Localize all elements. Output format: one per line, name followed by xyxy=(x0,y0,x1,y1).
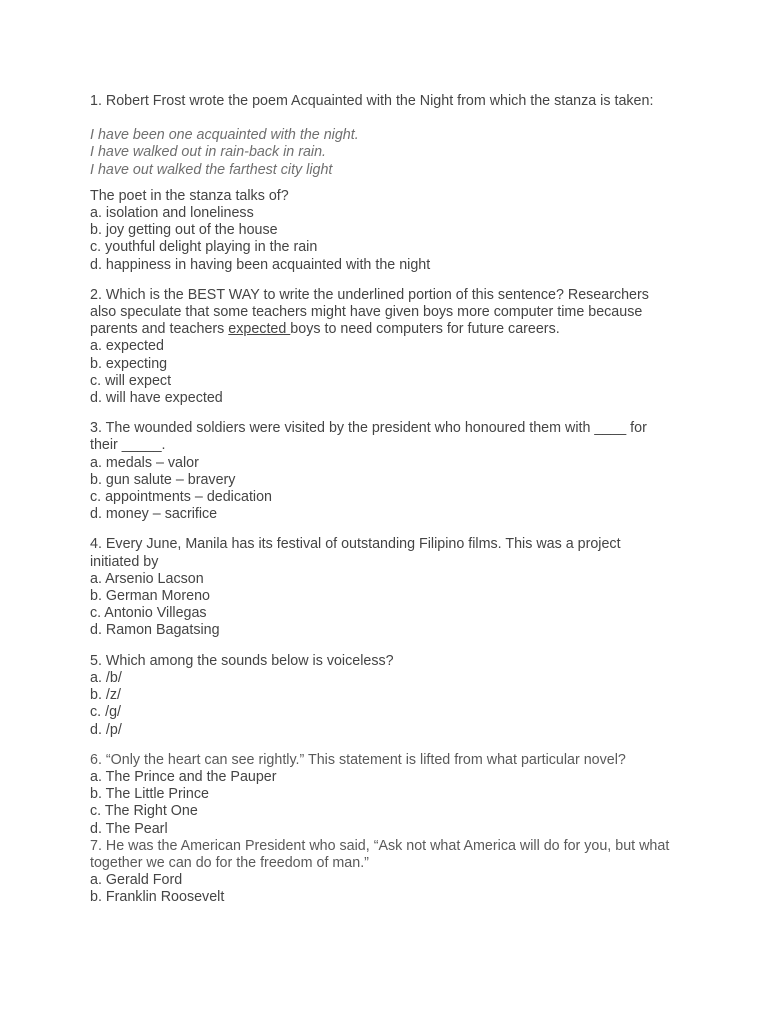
option-c: c. Antonio Villegas xyxy=(90,605,207,622)
question-1-text: The poet in the stanza talks of? xyxy=(90,187,289,204)
option-b: b. joy getting out of the house xyxy=(90,222,278,239)
stanza-line: I have out walked the farthest city light xyxy=(90,161,333,178)
question-2-prompt-line xyxy=(90,321,690,338)
option-b: b. /z/ xyxy=(90,687,121,704)
question-6-prompt: 6. “Only the heart can see rightly.” This statement is lifted from what particular novel? xyxy=(90,751,626,768)
question-1-prompt: 1. Robert Frost wrote the poem Acquainted with the Night from which the stanza is taken: xyxy=(90,93,654,109)
option-a: a. The Prince and the Pauper xyxy=(90,768,277,785)
option-a: a. expected xyxy=(90,338,164,355)
option-a: a. medals – valor xyxy=(90,454,199,471)
question-5-prompt: 5. Which among the sounds below is voiceless? xyxy=(90,652,394,669)
question-2-prompt-line: also speculate that some teachers might have given boys more computer time because xyxy=(90,304,643,321)
question-5 xyxy=(90,653,690,739)
option-c: c. youthful delight playing in the rain xyxy=(90,239,318,256)
question-3 xyxy=(90,420,690,523)
option-b: b. Franklin Roosevelt xyxy=(90,889,225,906)
option-d: d. The Pearl xyxy=(90,820,168,837)
option-d: d. /p/ xyxy=(90,721,122,738)
option-a: a. Arsenio Lacson xyxy=(90,570,204,587)
question-2 xyxy=(90,287,690,407)
question-4-prompt-line: 4. Every June, Manila has its festival of outstanding Filipino films. This was a project xyxy=(90,536,621,553)
option-d: d. will have expected xyxy=(90,390,223,407)
sentence-text: boys to need computers for future careers. xyxy=(290,321,560,338)
question-4-prompt-line: initiated by xyxy=(90,553,159,570)
underlined-portion: expected xyxy=(228,321,291,338)
question-7-prompt-line: together we can do for the freedom of man.” xyxy=(90,854,369,871)
option-b: b. The Little Prince xyxy=(90,786,209,803)
exam-page xyxy=(90,93,690,907)
question-2-prompt-line: 2. Which is the BEST WAY to write the underlined portion of this sentence? Researchers xyxy=(90,286,649,303)
stanza-line: I have been one acquainted with the night. xyxy=(90,127,359,144)
question-6 xyxy=(90,752,690,838)
question-7 xyxy=(90,838,690,907)
option-c: c. /g/ xyxy=(90,704,121,721)
question-1 xyxy=(90,93,690,274)
question-3-prompt-line: 3. The wounded soldiers were visited by the president who honoured them with ____ for xyxy=(90,420,647,437)
option-d: d. happiness in having been acquainted with the night xyxy=(90,256,431,273)
option-d: d. Ramon Bagatsing xyxy=(90,622,220,639)
option-b: b. German Moreno xyxy=(90,588,210,605)
option-a: a. /b/ xyxy=(90,669,122,686)
option-b: b. expecting xyxy=(90,355,168,372)
option-c: c. The Right One xyxy=(90,803,198,820)
stanza-line: I have walked out in rain-back in rain. xyxy=(90,144,327,161)
option-a: a. isolation and loneliness xyxy=(90,205,254,222)
option-a: a. Gerald Ford xyxy=(90,872,183,889)
option-d: d. money – sacrifice xyxy=(90,506,218,523)
poem-stanza xyxy=(90,127,690,179)
option-b: b. gun salute – bravery xyxy=(90,471,236,488)
question-7-prompt-line: 7. He was the American President who said, “Ask not what America will do for you, but what xyxy=(90,837,670,854)
question-4 xyxy=(90,536,690,639)
option-c: c. will expect xyxy=(90,372,172,389)
question-3-prompt-line: their _____. xyxy=(90,437,166,454)
sentence-text: parents and teachers xyxy=(90,321,229,338)
option-c: c. appointments – dedication xyxy=(90,489,273,506)
